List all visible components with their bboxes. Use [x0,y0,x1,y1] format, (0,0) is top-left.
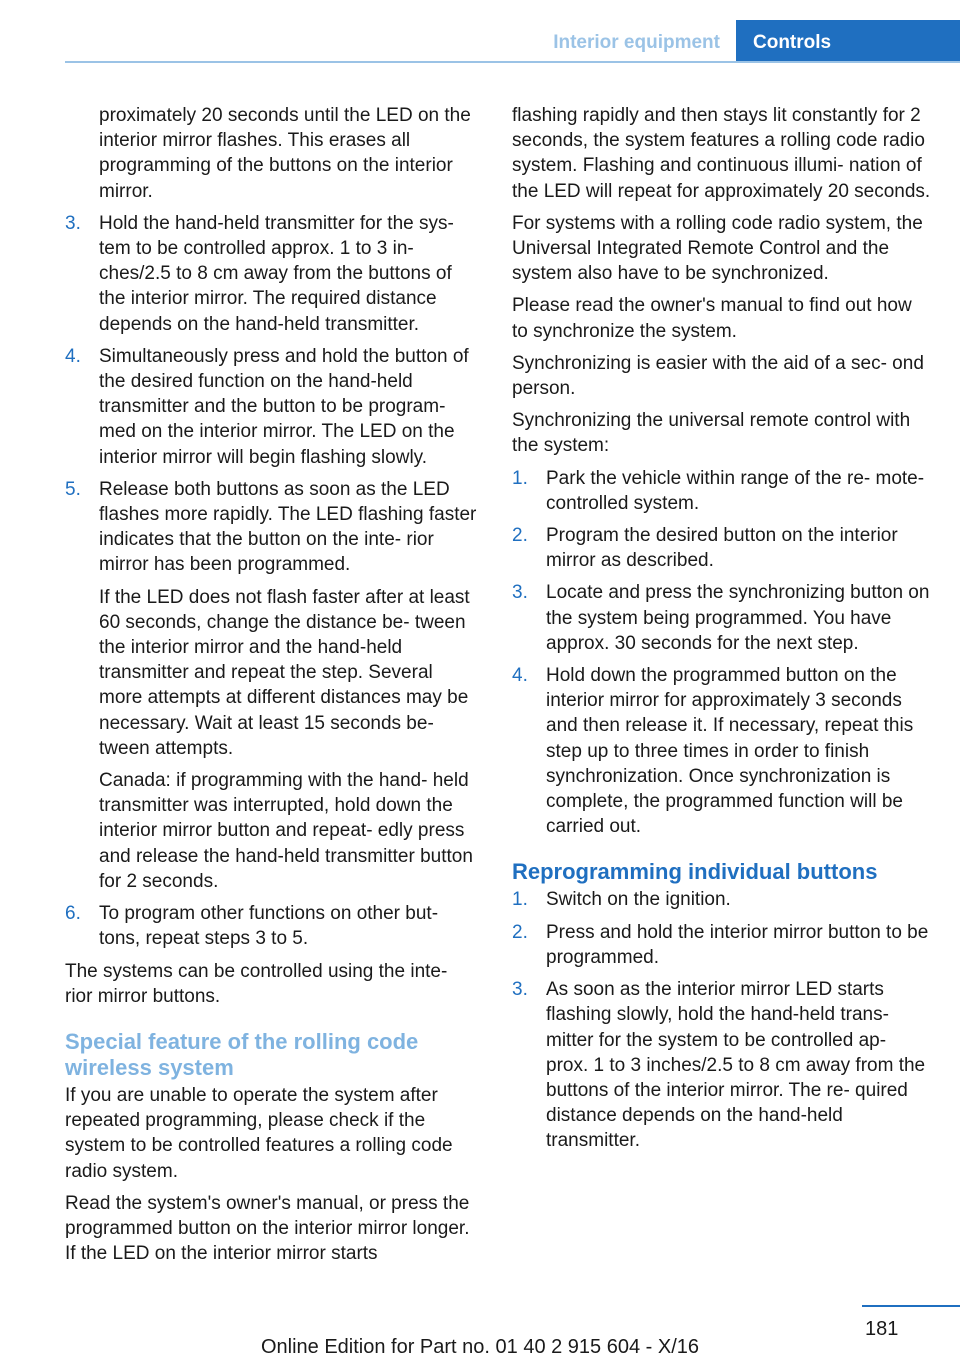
step-number: 3. [512,582,528,604]
step-note: If the LED does not flash faster after at least 60 seconds, change the distance be‐ tween the interior mirror and the hand-held transmitter and repeat the step. Several more attempts at different distances may be necessary. Wait at least 15 seconds be‐ tween attempts. [99,586,470,759]
body-paragraph: If you are unable to operate the system after repeated programming, please check if the system to be controlled features a rolling code radio system. [65,1084,453,1182]
list-item [512,466,932,516]
step-number: 2. [512,921,528,943]
step-number: 2. [512,525,528,547]
body-paragraph: The systems can be controlled using the inte‐ rior mirror buttons. [65,960,448,1007]
continued-paragraph: flashing rapidly and then stays lit constantly for 2 seconds, the system features a rolling code radio system. Flashing and continuous illumi‐ nation of the LED will repeat for approximately 20 seconds. [512,105,931,202]
step-number: 4. [65,345,81,367]
step-number: 5. [65,478,81,500]
step-text: Locate and press the synchronizing button on the system being programmed. You have approx. 30 seconds for the next step. [546,582,930,654]
header-chapter-label: Controls [753,32,832,53]
list-item [512,920,932,970]
list-item [65,477,479,894]
step-number: 4. [512,665,528,687]
step-text: Park the vehicle within range of the re‐ mote-controlled system. [546,467,925,514]
step-number: 3. [512,979,528,1001]
footer-rule [862,1305,960,1307]
step-text: Simultaneously press and hold the button of the desired function on the hand-held transmitter and the button to be program‐ med on the interior mirror. The LED on the interior mirror will begin flashing slowly. [99,345,469,468]
step-text: Release both buttons as soon as the LED flashes more rapidly. The LED flashing faster indicates that the button on the inte‐ rior mirror has been programmed. [99,478,477,576]
list-item [65,344,479,470]
edition-line: Online Edition for Part no. 01 40 2 915 604 - X/16 [260,1336,700,1358]
step-text: Hold the hand-held transmitter for the sys‐ tem to be controlled approx. 1 to 3 in‐ ches/2.5 to 8 cm away from the buttons of the interior mirror. The required distance depends on the hand-held transmitter. [99,212,454,335]
left-column [65,103,479,1273]
step-text: Press and hold the interior mirror button to be programmed. [546,921,929,968]
step-text: Switch on the ignition. [546,889,731,911]
section-heading-reprogramming: Reprogramming individual buttons [512,859,878,885]
step-text: Hold down the programmed button on the interior mirror for approximately 3 seconds and then release it. If necessary, repeat this step up to three times in order to finish synchronization. Once synchronization is complete, the programmed function will be carried out. [546,665,914,838]
body-paragraph: For systems with a rolling code radio system, the Universal Integrated Remote Control and the system also have to be synchronized. [512,212,923,285]
step-number: 1. [512,467,528,489]
right-column [512,103,932,1161]
list-item [512,977,932,1153]
step-number: 3. [65,212,81,234]
body-paragraph: Read the system's owner's manual, or press the programmed button on the interior mirror longer. If the LED on the interior mirror starts [65,1192,470,1265]
page-header [0,0,960,64]
programming-steps [65,211,479,952]
step-text: Program the desired button on the interior mirror as described. [546,525,898,572]
header-section-title: Interior equipment [553,32,720,53]
body-paragraph: Synchronizing is easier with the aid of a sec‐ ond person. [512,352,924,400]
section-heading-rolling-code: Special feature of the rolling code wireless system [65,1028,419,1080]
list-item [512,887,932,912]
list-item [65,211,479,337]
header-chapter-tab [736,20,960,63]
synchronizing-steps [512,466,932,840]
header-rule [65,61,960,63]
list-item [512,580,932,656]
body-paragraph: Synchronizing the universal remote control with the system: [512,410,911,457]
step-text: As soon as the interior mirror LED starts flashing slowly, hold the hand-held trans‐ mitter for the system to be controlled ap‐ prox. 1 to 3 inches/2.5 to 8 cm away from the buttons of the interior mirror. The re‐ quired distance depends on the hand-held transmitter. [546,979,926,1152]
list-item [512,523,932,573]
step-number: 6. [65,903,81,925]
list-item [512,663,932,839]
step-note-canada: Canada: if programming with the hand- held transmitter was interrupted, hold down the interior mirror button and repeat‐ edly press and release the hand-held transmitter button for 2 seconds. [99,770,473,892]
body-paragraph: Please read the owner's manual to find out how to synchronize the system. [512,295,912,342]
continued-paragraph: proximately 20 seconds until the LED on the interior mirror flashes. This erases all programming of the buttons on the interior mirror. [99,105,471,202]
step-number: 1. [512,889,528,911]
step-text: To program other functions on other but‐ tons, repeat steps 3 to 5. [99,903,439,950]
page-number: 181 [865,1318,899,1340]
reprogramming-steps [512,887,932,1153]
list-item [65,901,479,951]
